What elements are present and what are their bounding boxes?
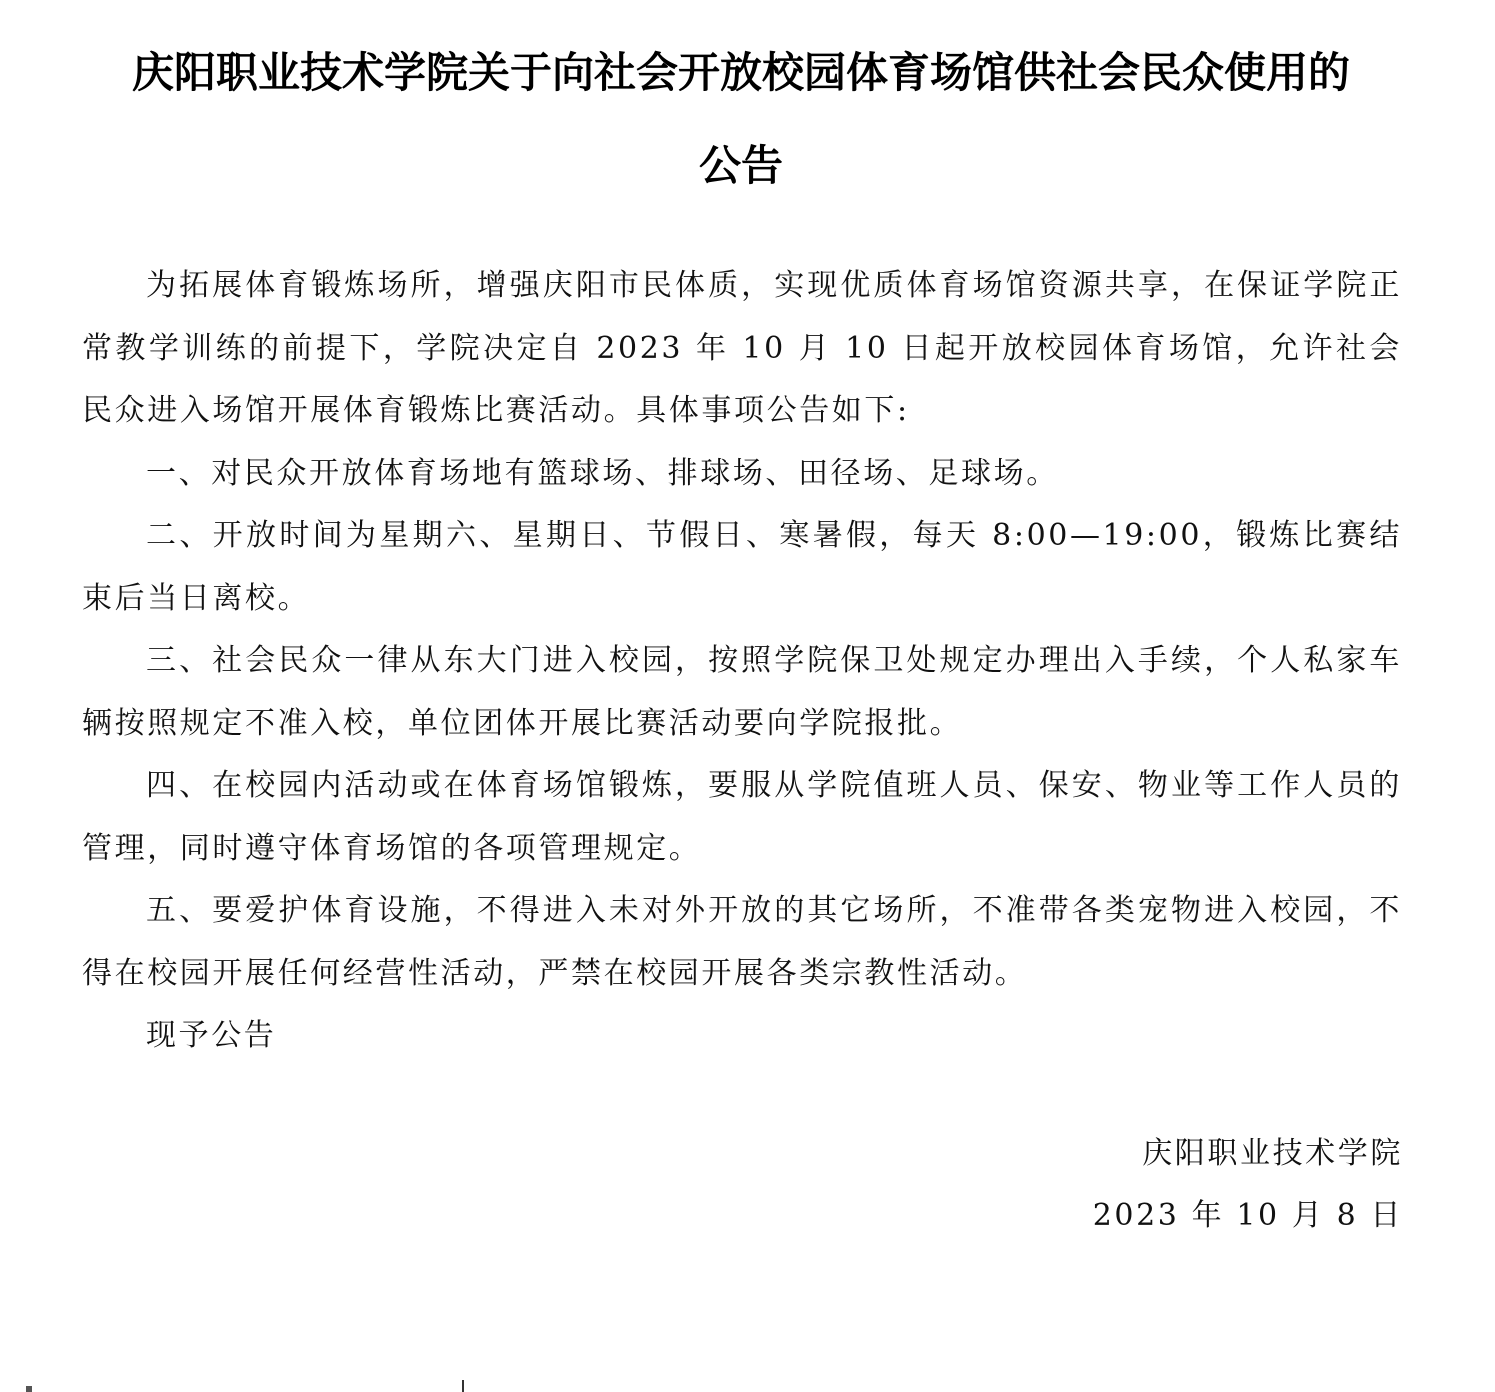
- paragraph-item-3: 三、社会民众一律从东大门进入校园，按照学院保卫处规定办理出入手续，个人私家车辆按照规定不准入校，单位团体开展比赛活动要向学院报批。: [82, 643, 1402, 741]
- signature-date: 2023 年 10 月 8 日: [1092, 1198, 1403, 1233]
- paragraph-item-5: 五、要爱护体育设施，不得进入未对外开放的其它场所，不准带各类宠物进入校园，不得在校园开展任何经营性活动，严禁在校园开展各类宗教性活动。: [82, 893, 1402, 991]
- document-body: [82, 255, 1402, 1068]
- page-edge-mark: [26, 1386, 32, 1392]
- paragraph-item-4: 四、在校园内活动或在体育场馆锻炼，要服从学院值班人员、保安、物业等工作人员的管理，同时遵守体育场馆的各项管理规定。: [82, 768, 1402, 866]
- signature-organization: 庆阳职业技术学院: [1142, 1136, 1403, 1171]
- document-title-line-2: 公告: [698, 141, 783, 190]
- paragraph-intro: 为拓展体育锻炼场所，增强庆阳市民体质，实现优质体育场馆资源共享，在保证学院正常教学训练的前提下，学院决定自 2023 年 10 月 10 日起开放校园体育场馆，允许社会民众进入场馆开展体育锻炼比赛活动。具体事项公告如下:: [82, 268, 1402, 428]
- paragraph-closing: 现予公告: [146, 1018, 277, 1053]
- paragraph-item-2: 二、开放时间为星期六、星期日、节假日、寒暑假，每天 8:00—19:00，锻炼比赛结束后当日离校。: [82, 518, 1402, 616]
- paragraph-item-1: 一、对民众开放体育场地有篮球场、排球场、田径场、足球场。: [146, 455, 1059, 491]
- page-edge-divider: [462, 1380, 464, 1392]
- document-title-line-1: 庆阳职业技术学院关于向社会开放校园体育场馆供社会民众使用的: [131, 48, 1350, 97]
